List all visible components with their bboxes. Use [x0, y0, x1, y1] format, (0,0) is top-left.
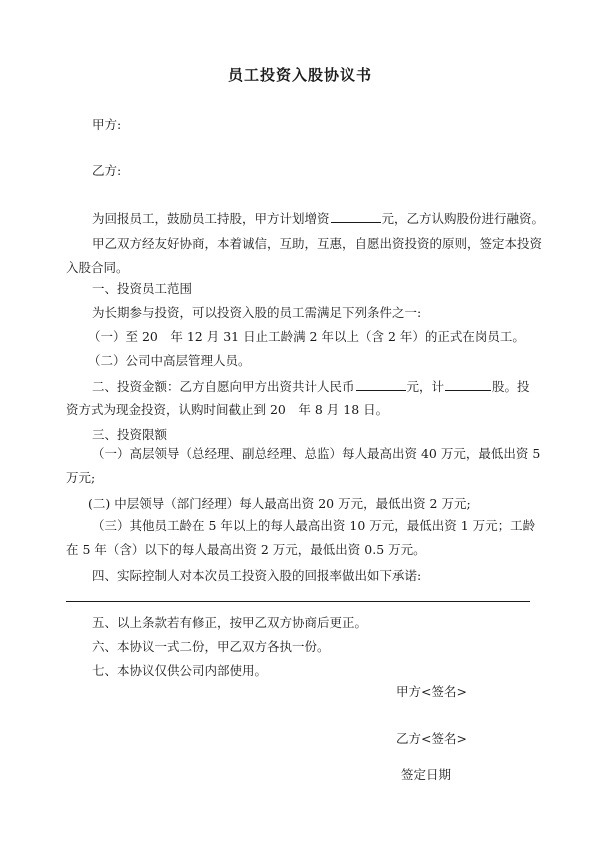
section-2-text-a: 二、投资金额：乙方自愿向甲方出资共计人民币 [92, 379, 355, 394]
section-4-text: 四、实际控制人对本次员工投资入股的回报率做出如下承诺: [92, 568, 422, 583]
section-2-text-b: 元，计 [406, 379, 445, 394]
section-3-title: 三、投资限额 [92, 427, 168, 442]
intro-paragraph-2: 甲乙双方经友好协商，本着诚信，互助，互惠，自愿出资投资的原则，签定本投资入股合同。 [66, 236, 543, 275]
capital-increase-blank[interactable] [331, 210, 381, 223]
section-1-item-1: （一）至 20 年 12 月 31 日止工龄满 2 年以上（含 2 年）的正式在岗员工。 [88, 329, 525, 344]
section-2-line-1 [92, 378, 572, 395]
party-b-label: 乙方: [92, 163, 122, 178]
party-a-signature[interactable]: 甲方<签名> [396, 684, 467, 699]
intro-paragraph-1 [92, 210, 572, 227]
section-2-line-2: 资方式为现金投资，认购时间截止到 20 年 8 月 18 日。 [66, 402, 389, 417]
section-3-item-3: （三）其他员工龄在 5 年以上的每人最高出资 10 万元，最低出资 1 万元；工龄在 5 年（含）以下的每人最高出资 2 万元，最低出资 0.5 万元。 [66, 518, 536, 557]
section-1-title: 一、投资员工范围 [92, 281, 193, 296]
investment-amount-blank[interactable] [356, 378, 406, 391]
section-5-text: 五、以上条款若有修正，按甲乙双方协商后更正。 [92, 615, 368, 630]
section-2-text-c: 股。投 [492, 379, 530, 394]
intro-text-start: 为回报员工，鼓励员工持股，甲方计划增资 [92, 211, 330, 226]
party-b-signature[interactable]: 乙方<签名> [396, 731, 467, 746]
signing-date[interactable]: 签定日期 [401, 767, 452, 782]
document-title: 员工投资入股协议书 [227, 66, 372, 84]
party-a-label: 甲方: [92, 117, 122, 132]
section-6-text: 六、本协议一式二份，甲乙双方各执一份。 [92, 639, 330, 654]
commitment-fill-line[interactable] [66, 601, 530, 602]
section-1-item-2: （二）公司中高层管理人员。 [88, 353, 251, 368]
section-3-item-1: （一）高层领导（总经理、副总经理、总监）每人最高出资 40 万元，最低出资 5 万元; [66, 446, 541, 485]
section-7-text: 七、本协议仅供公司内部使用。 [92, 663, 268, 678]
intro-text-end: 元，乙方认购股份进行融资。 [381, 211, 545, 226]
section-1-description: 为长期参与投资，可以投资入股的员工需满足下列条件之一: [92, 305, 422, 320]
section-3-item-2: (二) 中层领导（部门经理）每人最高出资 20 万元，最低出资 2 万元; [88, 496, 471, 511]
share-count-blank[interactable] [445, 378, 491, 391]
